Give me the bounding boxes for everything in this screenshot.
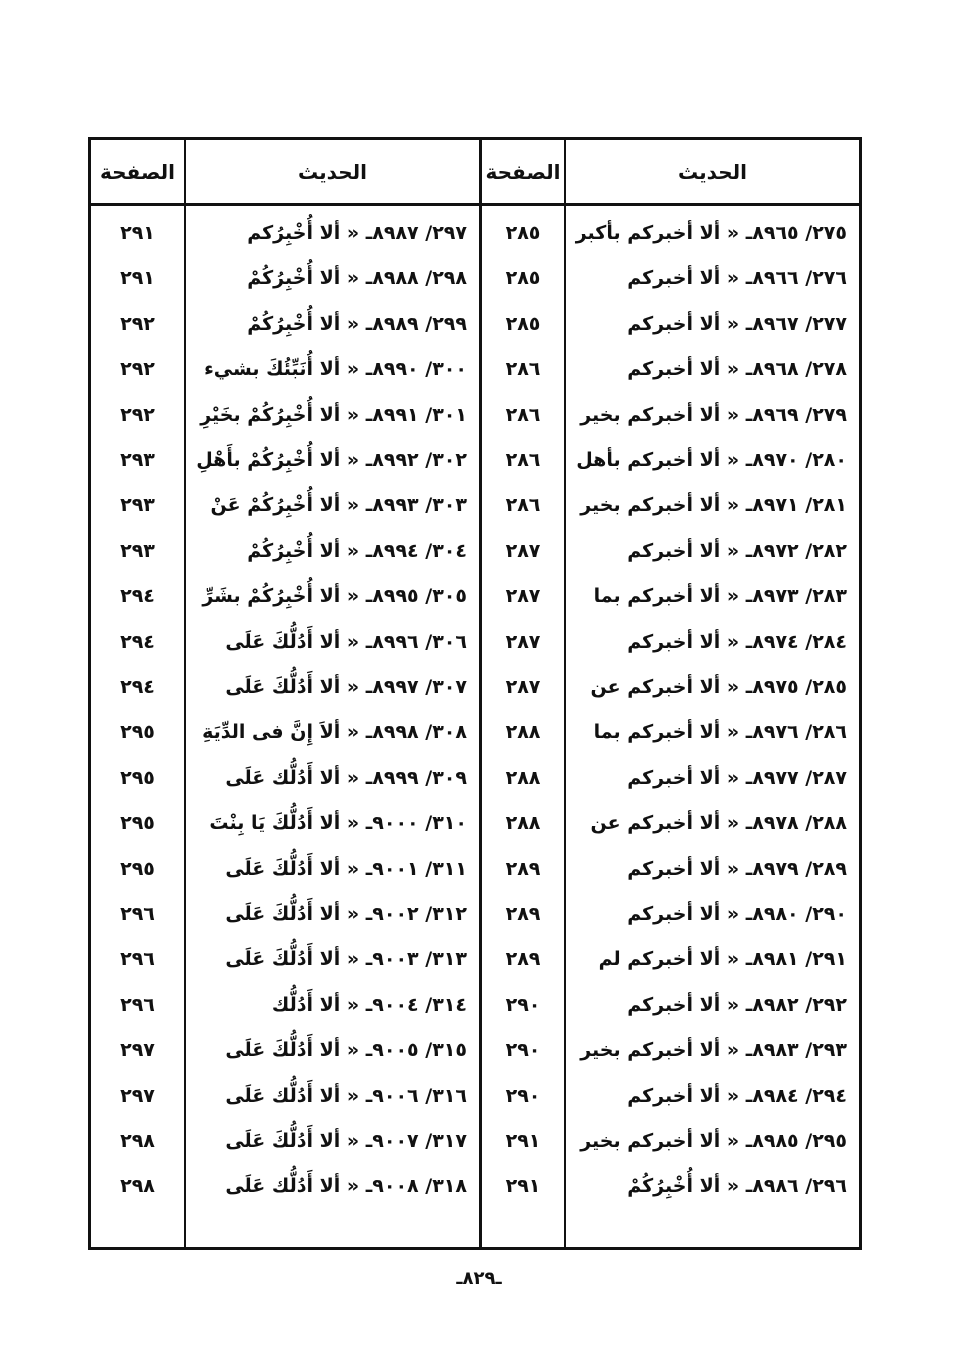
right-hadith-entry: ٢٧٦/ ٨٩٦٦ـ « ألا أخبركم: [627, 266, 847, 289]
right-page-entry: ٢٩٠: [505, 993, 541, 1016]
right-page-entry: ٢٩٠: [505, 1084, 541, 1107]
left-page-entry: ٢٩٢: [120, 403, 155, 426]
right-hadith-entry: ٢٧٩/ ٨٩٦٩ـ « ألا أخبركم بخير: [580, 403, 847, 426]
left-page-entry: ٢٩٥: [120, 720, 155, 743]
right-hadith-entry: ٢٨٧/ ٨٩٧٧ـ « ألا أخبركم: [627, 766, 847, 789]
right-page-entry: ٢٨٥: [505, 312, 541, 335]
right-page-entry: ٢٨٦: [505, 357, 541, 380]
left-page-header: الصفحة: [100, 159, 176, 184]
right-page-entry: ٢٨٦: [505, 403, 541, 426]
header-divider: [91, 203, 859, 206]
left-hadith-entry: ٣١٦/ ٩٠٠٦ـ « ألا أَدُلُّك عَلَى: [225, 1084, 467, 1107]
right-hadith-entry: ٢٩٦/ ٨٩٨٦ـ « ألا أُخْبِرُكُمْ: [627, 1174, 847, 1197]
right-page-entry: ٢٨٧: [505, 630, 541, 653]
right-page-entry: ٢٨٩: [505, 947, 541, 970]
right-page-entry: ٢٩١: [505, 1129, 541, 1152]
right-page-entry: ٢٨٨: [505, 811, 541, 834]
right-hadith-entry: ٢٨٠/ ٨٩٧٠ـ « ألا أخبركم بأهل: [576, 448, 847, 471]
right-page-entry: ٢٨٨: [505, 720, 541, 743]
right-page-entry: ٢٨٩: [505, 857, 541, 880]
right-page-header: الصفحة: [485, 159, 561, 184]
right-hadith-entry: ٢٨١/ ٨٩٧١ـ « ألا أخبركم بخير: [580, 493, 847, 516]
left-page-entry: ٢٩٦: [120, 902, 155, 925]
right-hadith-entry: ٢٧٨/ ٨٩٦٨ـ « ألا أخبركم: [627, 357, 847, 380]
page-number: ـ٨٢٩ـ: [456, 1268, 502, 1289]
left-page-entry: ٢٩٣: [120, 448, 155, 471]
right-page-entry: ٢٩١: [505, 1174, 541, 1197]
left-page-entry: ٢٩٢: [120, 312, 155, 335]
right-hadith-entry: ٢٩٠/ ٨٩٨٠ـ « ألا أخبركم: [627, 902, 847, 925]
left-hadith-entry: ٣٠٢/ ٨٩٩٢ـ « ألا أُخْبِرُكُمْ بأَهْلِ: [196, 448, 467, 471]
right-page-entry: ٢٨٥: [505, 221, 541, 244]
left-page-entry: ٢٩١: [120, 221, 155, 244]
left-hadith-entry: ٣٠٩/ ٨٩٩٩ـ « ألا أَدُلُّك عَلَى: [225, 766, 467, 789]
right-page-entry: ٢٨٧: [505, 539, 541, 562]
left-page-entry: ٢٩٤: [120, 584, 155, 607]
right-hadith-entry: ٢٨٤/ ٨٩٧٤ـ « ألا أخبركم: [627, 630, 847, 653]
left-page-entry: ٢٩٢: [120, 357, 155, 380]
left-page-entry: ٢٩٦: [120, 947, 155, 970]
left-hadith-entry: ٣٠٧/ ٨٩٩٧ـ « ألا أَدُلُّكَ عَلَى: [225, 675, 467, 698]
right-hadith-entry: ٢٧٥/ ٨٩٦٥ـ « ألا أخبركم بأكبر: [575, 221, 847, 244]
right-hadith-entry: ٢٨٢/ ٨٩٧٢ـ « ألا أخبركم: [627, 539, 847, 562]
right-page-entry: ٢٨٨: [505, 766, 541, 789]
left-hadith-entry: ٣٠٨/ ٨٩٩٨ـ « ألاَ إِنَّ فى الدِّيَةِ: [202, 720, 467, 743]
left-page-entry: ٢٩٧: [120, 1084, 155, 1107]
left-hadith-entry: ٣٠١/ ٨٩٩١ـ « ألا أُخْبِرُكُمْ بخَيْرِ: [200, 403, 467, 426]
left-hadith-header: الحديث: [298, 159, 368, 184]
left-hadith-entry: ٣١٨/ ٩٠٠٨ـ « ألا أَدُلُّك عَلَى: [225, 1174, 467, 1197]
left-hadith-entry: ٣٠٣/ ٨٩٩٣ـ « ألا أُخْبِرُكُمْ عَنْ: [210, 493, 467, 516]
right-page-entry: ٢٨٦: [505, 493, 541, 516]
left-hadith-entry: ٣٠٦/ ٨٩٩٦ـ « ألا أَدُلُّكَ عَلَى: [225, 630, 467, 653]
left-hadith-entry: ٣١٤/ ٩٠٠٤ـ « ألا أَدُلُّك: [271, 993, 467, 1016]
right-hadith-entry: ٢٩٤/ ٨٩٨٤ـ « ألا أخبركم: [627, 1084, 847, 1107]
right-hadith-entry: ٢٩٥/ ٨٩٨٥ـ « ألا أخبركم بخير: [580, 1129, 847, 1152]
right-hadith-entry: ٢٨٣/ ٨٩٧٣ـ « ألا أخبركم بما: [593, 584, 847, 607]
right-page-entry: ٢٨٥: [505, 266, 541, 289]
left-hadith-entry: ٣١٥/ ٩٠٠٥ـ « ألا أَدُلُّكَ عَلَى: [225, 1038, 467, 1061]
left-page-entry: ٢٩٤: [120, 630, 155, 653]
left-page-entry: ٢٩٥: [120, 811, 155, 834]
index-table: [88, 137, 862, 1250]
right-hadith-entry: ٢٧٧/ ٨٩٦٧ـ « ألا أخبركم: [627, 312, 847, 335]
right-hadith-entry: ٢٨٥/ ٨٩٧٥ـ « ألا أخبركم عن: [590, 675, 847, 698]
right-page-entry: ٢٩٠: [505, 1038, 541, 1061]
right-hadith-entry: ٢٩١/ ٨٩٨١ـ « ألا أخبركم لم: [598, 947, 847, 970]
right-hadith-header: الحديث: [678, 159, 748, 184]
right-page-entry: ٢٨٦: [505, 448, 541, 471]
left-page-entry: ٢٩٣: [120, 493, 155, 516]
left-hadith-entry: ٣٠٤/ ٨٩٩٤ـ « ألا أُخْبِرُكُمْ: [247, 539, 467, 562]
right-page-entry: ٢٨٩: [505, 902, 541, 925]
left-hadith-entry: ٣١٧/ ٩٠٠٧ـ « ألا أَدُلُّكَ عَلَى: [225, 1129, 467, 1152]
left-page-entry: ٢٩٧: [120, 1038, 155, 1061]
left-page-entry: ٢٩٤: [120, 675, 155, 698]
right-hadith-entry: ٢٩٢/ ٨٩٨٢ـ « ألا أخبركم: [627, 993, 847, 1016]
left-hadith-entry: ٣١١/ ٩٠٠١ـ « ألا أَدُلُّكَ عَلَى: [225, 857, 467, 880]
left-hadith-entry: ٣١٣/ ٩٠٠٣ـ « ألا أَدُلُّكَ عَلَى: [225, 947, 467, 970]
right-page-entry: ٢٨٧: [505, 584, 541, 607]
left-page-entry: ٢٩٥: [120, 857, 155, 880]
left-hadith-entry: ٣٠٥/ ٨٩٩٥ـ « ألا أُخْبِرُكُمْ بشَرِّ: [202, 584, 467, 607]
left-page-entry: ٢٩٨: [120, 1174, 155, 1197]
right-hadith-entry: ٢٨٦/ ٨٩٧٦ـ « ألا أخبركم بما: [593, 720, 847, 743]
right-hadith-entry: ٢٨٩/ ٨٩٧٩ـ « ألا أخبركم: [627, 857, 847, 880]
left-page-entry: ٢٩٦: [120, 993, 155, 1016]
right-hadith-entry: ٢٨٨/ ٨٩٧٨ـ « ألا أخبركم عن: [590, 811, 847, 834]
left-hadith-entry: ٣١٢/ ٩٠٠٢ـ « ألا أَدُلُّكَ عَلَى: [225, 902, 467, 925]
left-page-entry: ٢٩٥: [120, 766, 155, 789]
right-hadith-entry: ٢٩٣/ ٨٩٨٣ـ « ألا أخبركم بخير: [580, 1038, 847, 1061]
left-hadith-entry: ٢٩٧/ ٨٩٨٧ـ « ألا أُخْبِرُكم: [247, 221, 467, 244]
left-hadith-entry: ٣٠٠/ ٨٩٩٠ـ « ألا أُنَبِّئُكَ بشيء: [204, 357, 467, 380]
left-page-entry: ٢٩٣: [120, 539, 155, 562]
left-hadith-entry: ٢٩٨/ ٨٩٨٨ـ « ألا أُخْبِرُكُمْ: [247, 266, 467, 289]
left-page-entry: ٢٩٨: [120, 1129, 155, 1152]
left-hadith-entry: ٣١٠/ ٩٠٠٠ـ « ألا أَدُلُّكَ يَا بِنْتَ: [209, 811, 467, 834]
left-hadith-entry: ٢٩٩/ ٨٩٨٩ـ « ألا أُخْبِرُكُمْ: [247, 312, 467, 335]
left-page-entry: ٢٩١: [120, 266, 155, 289]
right-page-entry: ٢٨٧: [505, 675, 541, 698]
